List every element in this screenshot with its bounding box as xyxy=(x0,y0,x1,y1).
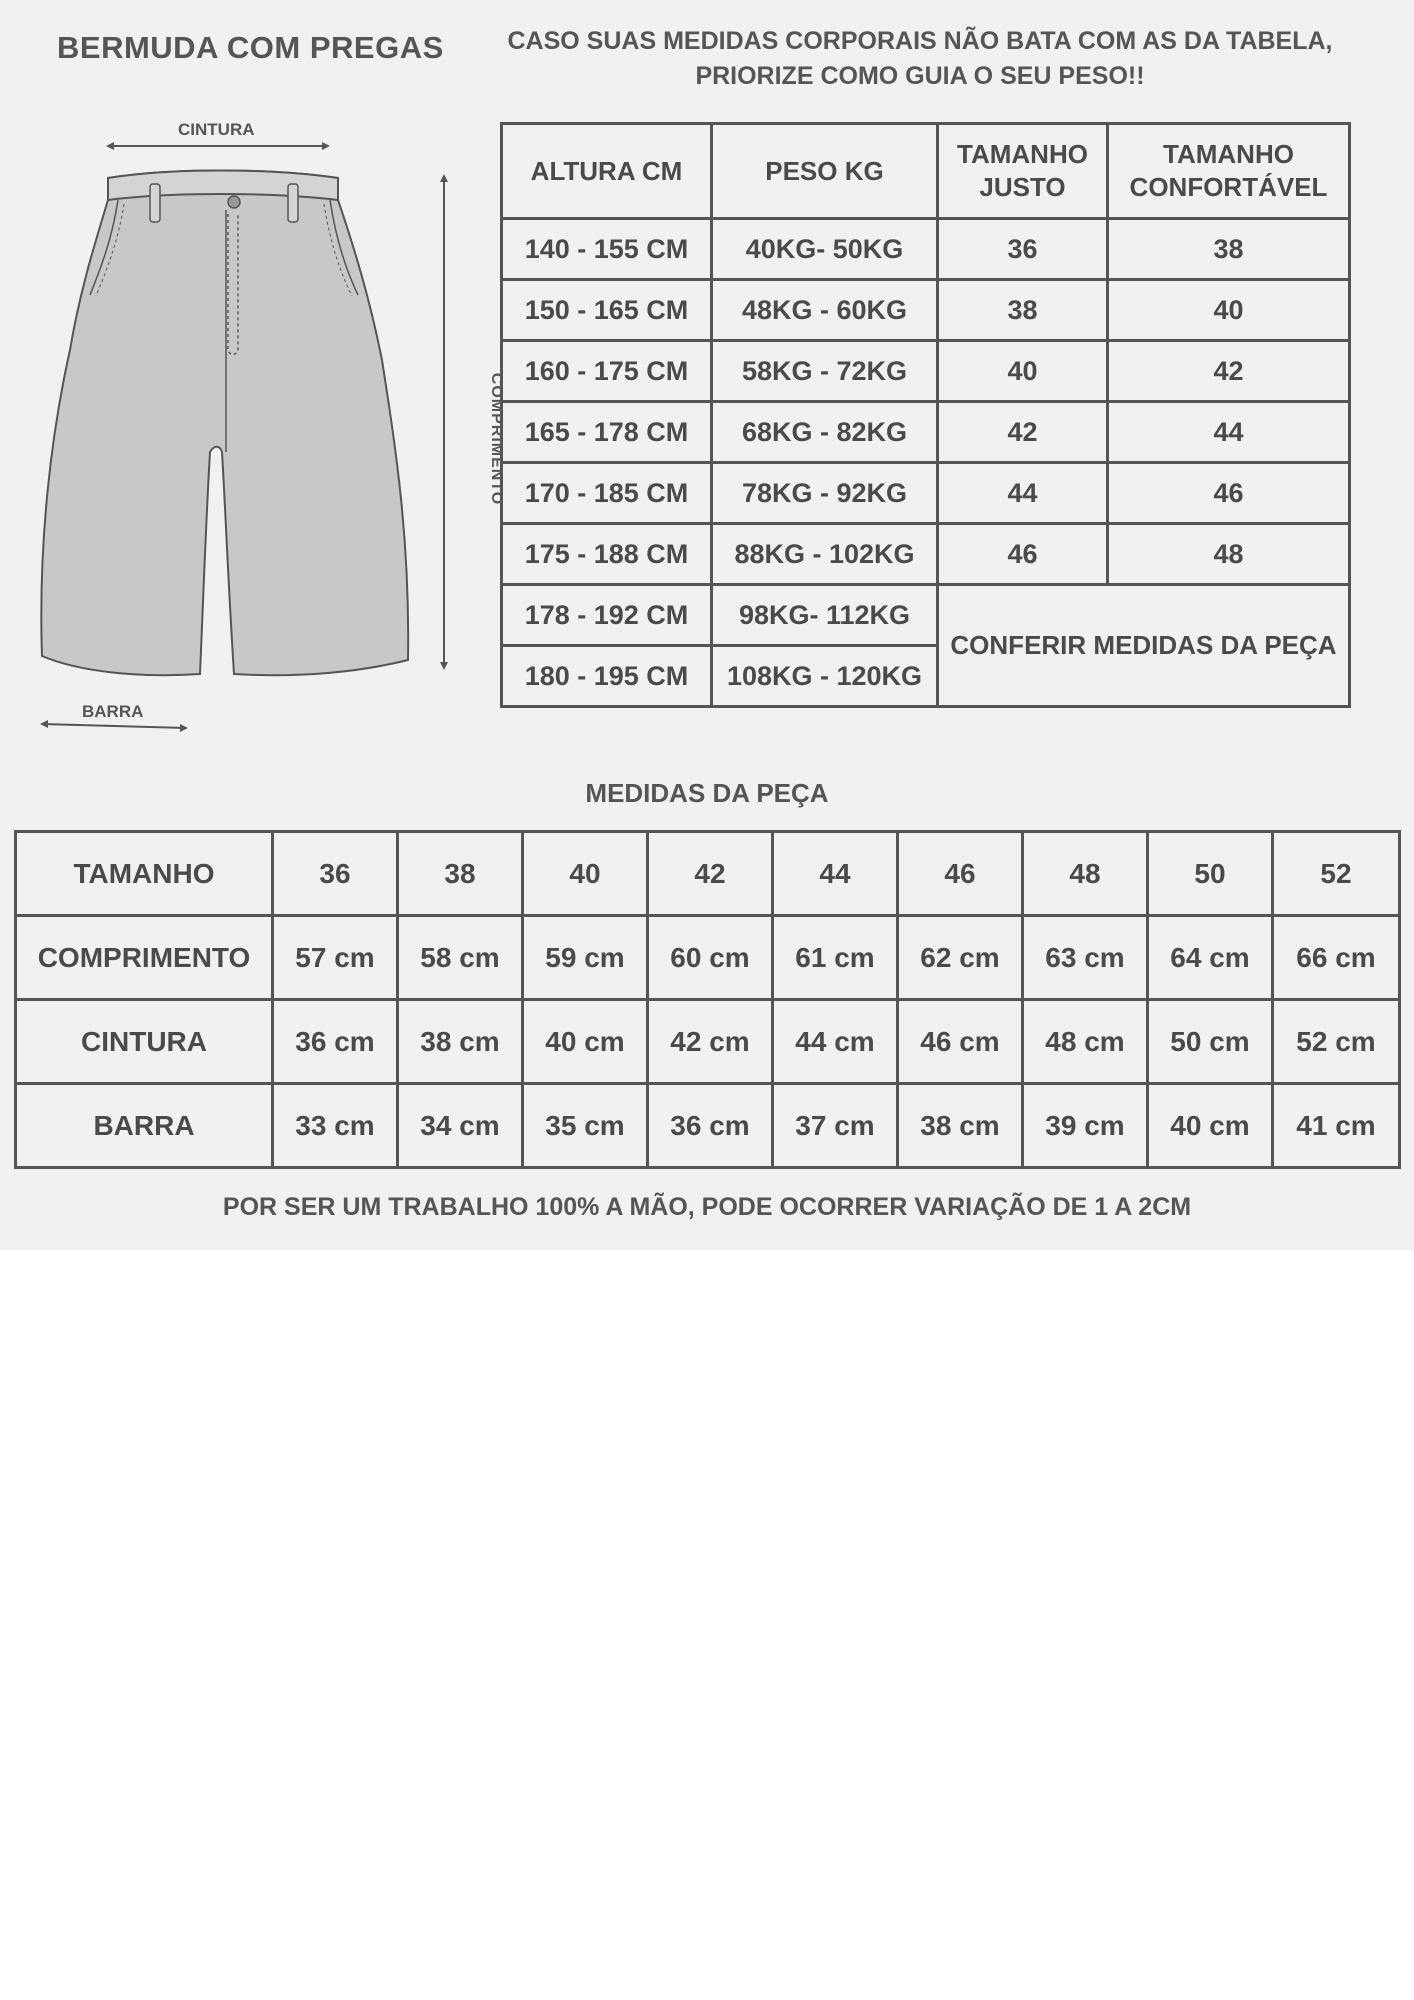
size-recommendation-table xyxy=(500,122,1351,708)
table-row xyxy=(502,463,1350,524)
size-cell: 46 xyxy=(898,832,1023,916)
size-cell: 50 xyxy=(1148,832,1273,916)
header-justo-line-1: TAMANHO xyxy=(957,139,1088,169)
header-conf-line-1: TAMANHO xyxy=(1163,139,1294,169)
cell-peso: 108KG - 120KG xyxy=(712,646,938,707)
cell-altura: 140 - 155 CM xyxy=(502,219,712,280)
measure-cell: 46 cm xyxy=(898,1000,1023,1084)
table-row xyxy=(502,402,1350,463)
table-row xyxy=(502,280,1350,341)
cell-altura: 160 - 175 CM xyxy=(502,341,712,402)
sizes-row xyxy=(16,832,1400,916)
size-cell: 36 xyxy=(273,832,398,916)
measure-cell: 59 cm xyxy=(523,916,648,1000)
length-label: COMPRIMENTO xyxy=(488,372,506,506)
cell-confortavel: 42 xyxy=(1108,341,1350,402)
cell-justo: 40 xyxy=(938,341,1108,402)
cell-altura: 175 - 188 CM xyxy=(502,524,712,585)
measure-cell: 36 cm xyxy=(273,1000,398,1084)
measure-cell: 40 cm xyxy=(523,1000,648,1084)
shorts-illustration xyxy=(0,100,480,740)
row-header-cintura: CINTURA xyxy=(16,1000,273,1084)
measure-cell: 61 cm xyxy=(773,916,898,1000)
header-conf-line-2: CONFORTÁVEL xyxy=(1129,172,1328,202)
cell-confortavel: 48 xyxy=(1108,524,1350,585)
measure-cell: 44 cm xyxy=(773,1000,898,1084)
row-header-comprimento: COMPRIMENTO xyxy=(16,916,273,1000)
size-table-header-row xyxy=(502,124,1350,219)
length-arrow xyxy=(440,174,448,670)
header-justo-line-2: JUSTO xyxy=(979,172,1066,202)
measure-cell: 57 cm xyxy=(273,916,398,1000)
table-row xyxy=(502,341,1350,402)
cell-altura: 150 - 165 CM xyxy=(502,280,712,341)
measure-cell: 40 cm xyxy=(1148,1084,1273,1168)
measure-cell: 64 cm xyxy=(1148,916,1273,1000)
cell-justo: 44 xyxy=(938,463,1108,524)
cell-confortavel: 40 xyxy=(1108,280,1350,341)
length-row xyxy=(16,916,1400,1000)
garment-measures-table xyxy=(14,830,1401,1169)
row-header-barra: BARRA xyxy=(16,1084,273,1168)
cell-altura: 170 - 185 CM xyxy=(502,463,712,524)
header-peso: PESO KG xyxy=(712,124,938,219)
measure-cell: 60 cm xyxy=(648,916,773,1000)
shorts-body xyxy=(41,171,408,676)
measure-cell: 38 cm xyxy=(898,1084,1023,1168)
measure-cell: 58 cm xyxy=(398,916,523,1000)
cell-altura: 165 - 178 CM xyxy=(502,402,712,463)
cell-justo: 38 xyxy=(938,280,1108,341)
product-title: BERMUDA COM PREGAS xyxy=(57,30,444,65)
measure-cell: 35 cm xyxy=(523,1084,648,1168)
header-tamanho-justo xyxy=(938,124,1108,219)
cell-peso: 88KG - 102KG xyxy=(712,524,938,585)
sizing-notice-line-1: CASO SUAS MEDIDAS CORPORAIS NÃO BATA COM AS DA TABELA, xyxy=(507,27,1333,55)
garment-measures-title: MEDIDAS DA PEÇA xyxy=(585,778,829,808)
measure-cell: 50 cm xyxy=(1148,1000,1273,1084)
cell-peso: 40KG- 50KG xyxy=(712,219,938,280)
cell-peso: 98KG- 112KG xyxy=(712,585,938,646)
waist-arrow xyxy=(106,142,330,150)
measure-cell: 63 cm xyxy=(1023,916,1148,1000)
cell-altura: 180 - 195 CM xyxy=(502,646,712,707)
cell-altura: 178 - 192 CM xyxy=(502,585,712,646)
size-cell: 48 xyxy=(1023,832,1148,916)
handmade-variation-note: POR SER UM TRABALHO 100% A MÃO, PODE OCORRER VARIAÇÃO DE 1 A 2CM xyxy=(222,1193,1192,1221)
cell-confortavel: 46 xyxy=(1108,463,1350,524)
hem-row xyxy=(16,1084,1400,1168)
cell-confortavel: 44 xyxy=(1108,402,1350,463)
measure-cell: 66 cm xyxy=(1273,916,1400,1000)
cell-confortavel: 38 xyxy=(1108,219,1350,280)
cell-peso: 58KG - 72KG xyxy=(712,341,938,402)
table-row xyxy=(502,219,1350,280)
waist-row xyxy=(16,1000,1400,1084)
row-header-tamanho: TAMANHO xyxy=(16,832,273,916)
size-cell: 52 xyxy=(1273,832,1400,916)
size-cell: 40 xyxy=(523,832,648,916)
waist-label: CINTURA xyxy=(178,120,255,139)
cell-justo: 36 xyxy=(938,219,1108,280)
measure-cell: 41 cm xyxy=(1273,1084,1400,1168)
cell-justo: 46 xyxy=(938,524,1108,585)
measure-cell: 52 cm xyxy=(1273,1000,1400,1084)
measure-cell: 62 cm xyxy=(898,916,1023,1000)
measure-cell: 34 cm xyxy=(398,1084,523,1168)
measure-cell: 39 cm xyxy=(1023,1084,1148,1168)
measure-cell: 36 cm xyxy=(648,1084,773,1168)
measure-cell: 33 cm xyxy=(273,1084,398,1168)
measure-cell: 48 cm xyxy=(1023,1000,1148,1084)
sizing-notice-line-2: PRIORIZE COMO GUIA O SEU PESO!! xyxy=(695,62,1145,90)
size-cell: 38 xyxy=(398,832,523,916)
sizing-notice xyxy=(480,24,1360,94)
measure-cell: 37 cm xyxy=(773,1084,898,1168)
measure-cell: 38 cm xyxy=(398,1000,523,1084)
size-cell: 44 xyxy=(773,832,898,916)
hem-label: BARRA xyxy=(82,702,144,721)
cell-peso: 48KG - 60KG xyxy=(712,280,938,341)
size-cell: 42 xyxy=(648,832,773,916)
header-tamanho-confortavel xyxy=(1108,124,1350,219)
cell-justo: 42 xyxy=(938,402,1108,463)
cell-peso: 78KG - 92KG xyxy=(712,463,938,524)
cell-peso: 68KG - 82KG xyxy=(712,402,938,463)
measure-cell: 42 cm xyxy=(648,1000,773,1084)
header-altura: ALTURA CM xyxy=(502,124,712,219)
table-row xyxy=(502,585,1350,646)
table-row xyxy=(502,524,1350,585)
check-garment-note: CONFERIR MEDIDAS DA PEÇA xyxy=(938,585,1350,707)
